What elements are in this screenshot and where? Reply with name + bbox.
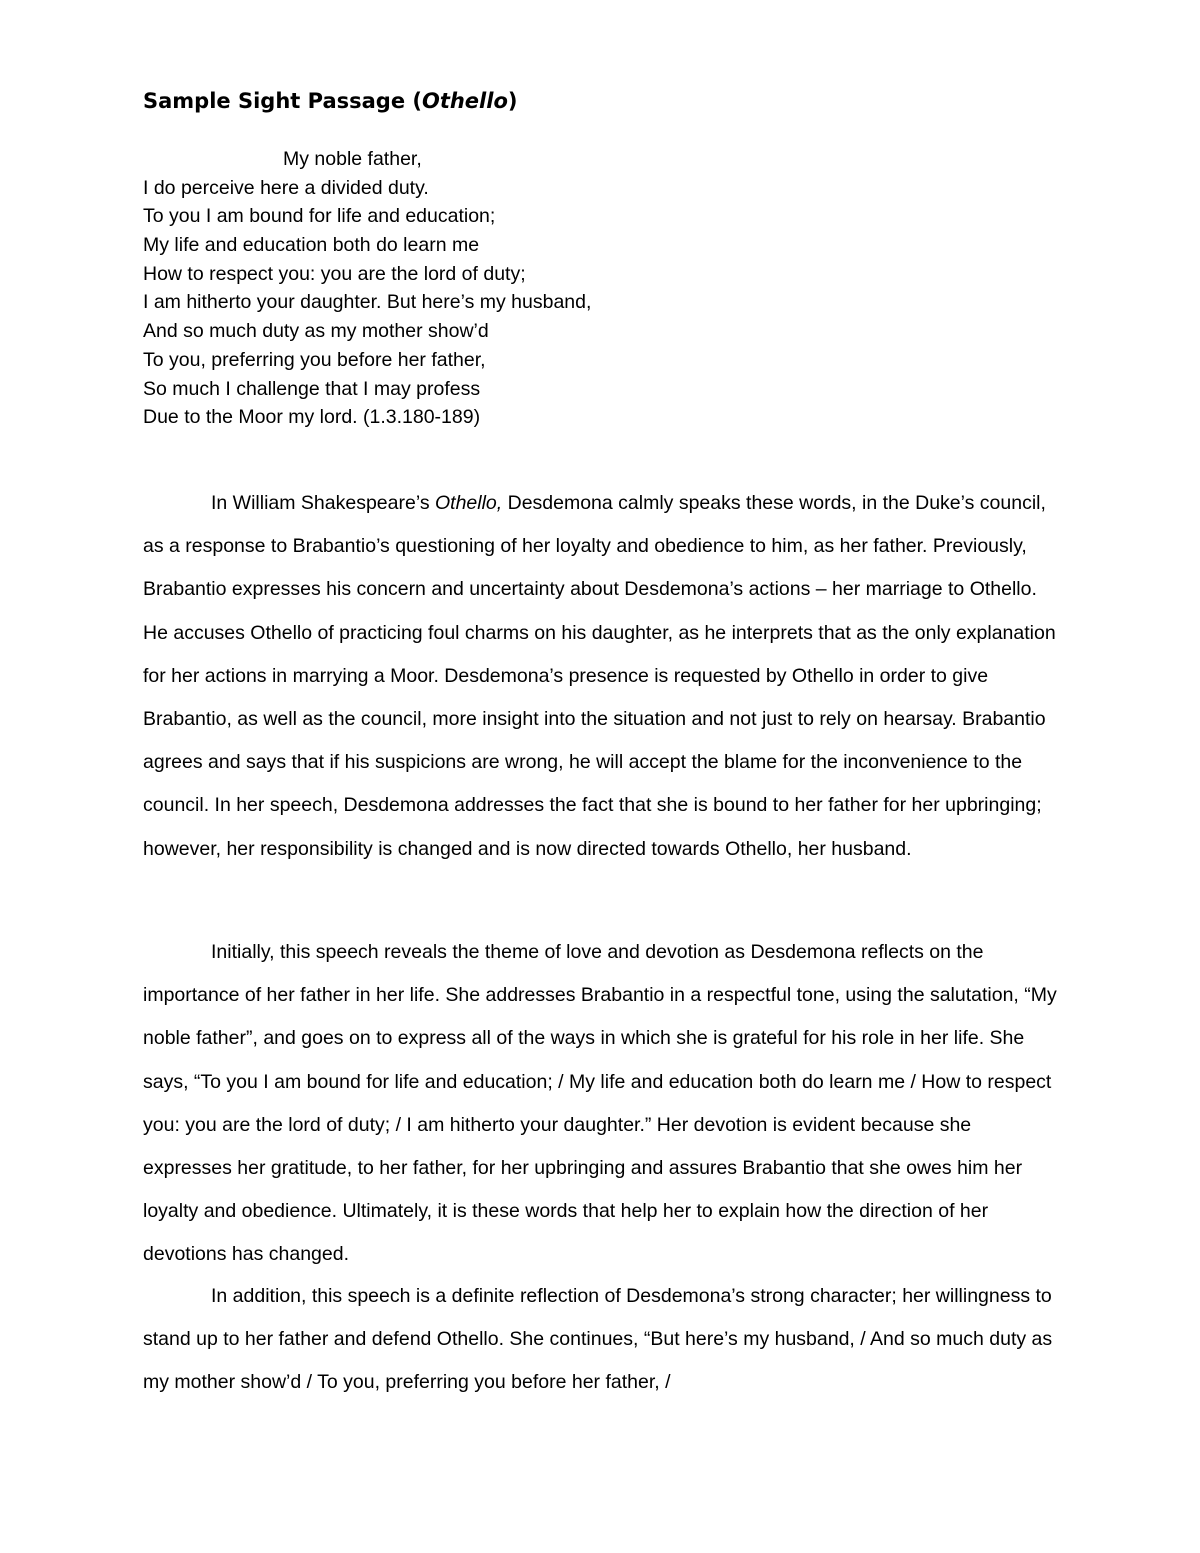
title-play-name: Othello xyxy=(421,89,508,113)
play-title-italic: Othello, xyxy=(434,492,503,514)
passage-line: My noble father, xyxy=(283,148,422,170)
title-prefix: Sample Sight Passage ( xyxy=(143,89,422,113)
document-title xyxy=(143,86,518,116)
title-suffix: ) xyxy=(507,89,518,113)
passage-line: I do perceive here a divided duty. xyxy=(143,176,429,199)
passage-line: So much I challenge that I may profess xyxy=(143,377,481,400)
essay-paragraph-body-2: In addition, this speech is a definite reflection of Desdemona’s strong character; her willingness to stand up to her father and defend Othello. She continues, “But here’s my husband, / And so much duty as my mother show’d / To you, preferring you before her father, / xyxy=(143,1285,1053,1394)
passage-line: Due to the Moor my lord. (1.3.180-189) xyxy=(143,406,481,429)
essay-paragraph-intro xyxy=(143,482,1058,871)
passage-line: I am hitherto your daughter. But here’s my husband, xyxy=(143,291,592,314)
quoted-passage xyxy=(143,145,591,432)
passage-line: And so much duty as my mother show’d xyxy=(143,320,489,343)
passage-line: How to respect you: you are the lord of duty; xyxy=(143,262,526,285)
paragraph-text: Desdemona calmly speaks these words, in the Duke’s council, as a response to Brabantio’s questioning of her loyalty and obedience to him, as her father. Previously, Brabantio expresses his concern and uncertainty about Desdemona’s actions – her marriage to Othello. He accuses Othello of practicing foul charms on his daughter, as he interprets that as the only explanation for her actions in marrying a Moor. Desdemona’s presence is requested by Othello in order to give Brabantio, as well as the council, more insight into the situation and not just to rely on hearsay. Brabantio agrees and says that if his suspicions are wrong, he will accept the blame for the inconvenience to the council. In her speech, Desdemona addresses the fact that she is bound to her father for her upbringing; however, her responsibility is changed and is now directed towards Othello, her husband. xyxy=(143,492,1056,860)
passage-line: My life and education both do learn me xyxy=(143,234,480,257)
passage-line: To you I am bound for life and education; xyxy=(143,205,496,228)
passage-line: To you, preferring you before her father, xyxy=(143,348,486,371)
essay-paragraph-body-1: Initially, this speech reveals the theme of love and devotion as Desdemona reflects on the importance of her father in her life. She addresses Brabantio in a respectful tone, using the salutation, “My noble father”, and goes on to express all of the ways in which she is grateful for his role in her life. She says, “To you I am bound for life and education; / My life and education both do learn me / How to respect you: you are the lord of duty; / I am hitherto your daughter.” Her devotion is evident because she expresses her gratitude, to her father, for her upbringing and assures Brabantio that she owes him her loyalty and obedience. Ultimately, it is these words that help her to explain how the direction of her devotions has changed. xyxy=(143,941,1057,1266)
paragraph-text: In William Shakespeare’s xyxy=(211,492,435,514)
